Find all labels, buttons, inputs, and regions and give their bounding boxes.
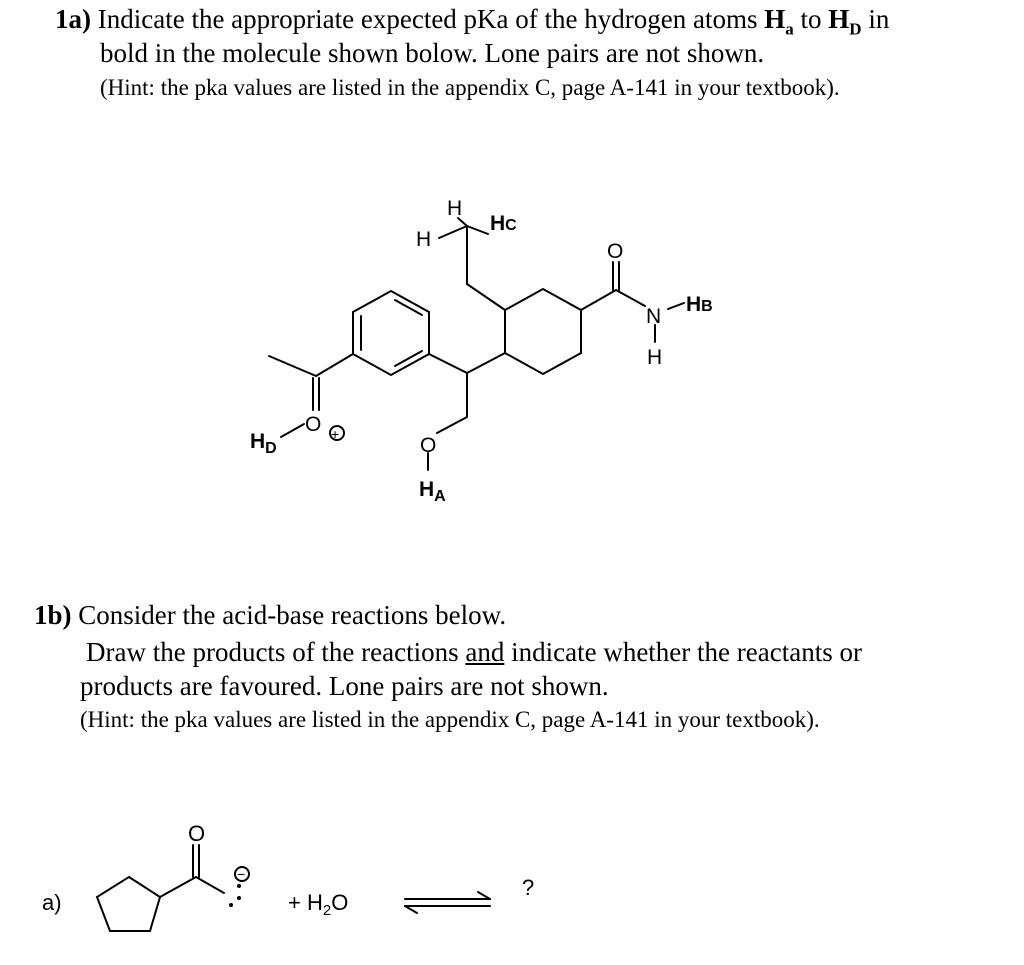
q1a-line2: bold in the molecule shown bolow. Lone pairs are not shown. [100, 38, 765, 68]
q1b-line1: 1b) Consider the acid-base reactions below. [34, 600, 507, 630]
q1a-line1: 1a) Indicate the appropriate expected pKa of the hydrogen atoms $H_a$ to $H_D$ in [55, 4, 890, 39]
mol-ha: $H_A$ [419, 478, 446, 505]
mol-hb: HB [686, 293, 713, 316]
mol-n: N [646, 305, 662, 328]
mol-hc: HC [490, 212, 517, 235]
q1a-text: Indicate the appropriate expected pKa of the hydrogen atoms [91, 4, 765, 34]
rxn-o-carbonyl: O [188, 821, 206, 846]
q1b-label: 1b) [34, 600, 72, 630]
rxn-minus: − [237, 866, 246, 882]
rxn-water: + $H_2O$ [288, 890, 349, 919]
mol-hd: $H_D$ [250, 430, 277, 457]
mol-h-nh: H [647, 346, 663, 369]
mol-h-top: H [447, 197, 463, 220]
q1b-hint: (Hint: the pka values are listed in the appendix C, page A-141 in your textbook). [80, 707, 820, 732]
q1a-hd: $H_D$ [828, 4, 862, 39]
q1a-label: 1a) [55, 4, 91, 34]
q1b-line3: products are favoured. Lone pairs are not shown. [80, 671, 609, 701]
mol-h-left: H [416, 228, 432, 251]
q1a-ha: $H_a$ [764, 4, 794, 39]
q1b-line2: Draw the products of the reactions and indicate whether the reactants or [86, 637, 862, 667]
mol-o-alcohol: O [420, 434, 437, 457]
mol-o-carbonyl: O [607, 240, 624, 263]
rxn-label: a) [42, 890, 62, 915]
rxn-product: ? [522, 875, 535, 900]
mol-plus: + [331, 426, 340, 442]
mol-o-plus: O [305, 413, 322, 436]
q1a-hint: (Hint: the pka values are listed in the appendix C, page A-141 in your textbook). [100, 75, 840, 100]
